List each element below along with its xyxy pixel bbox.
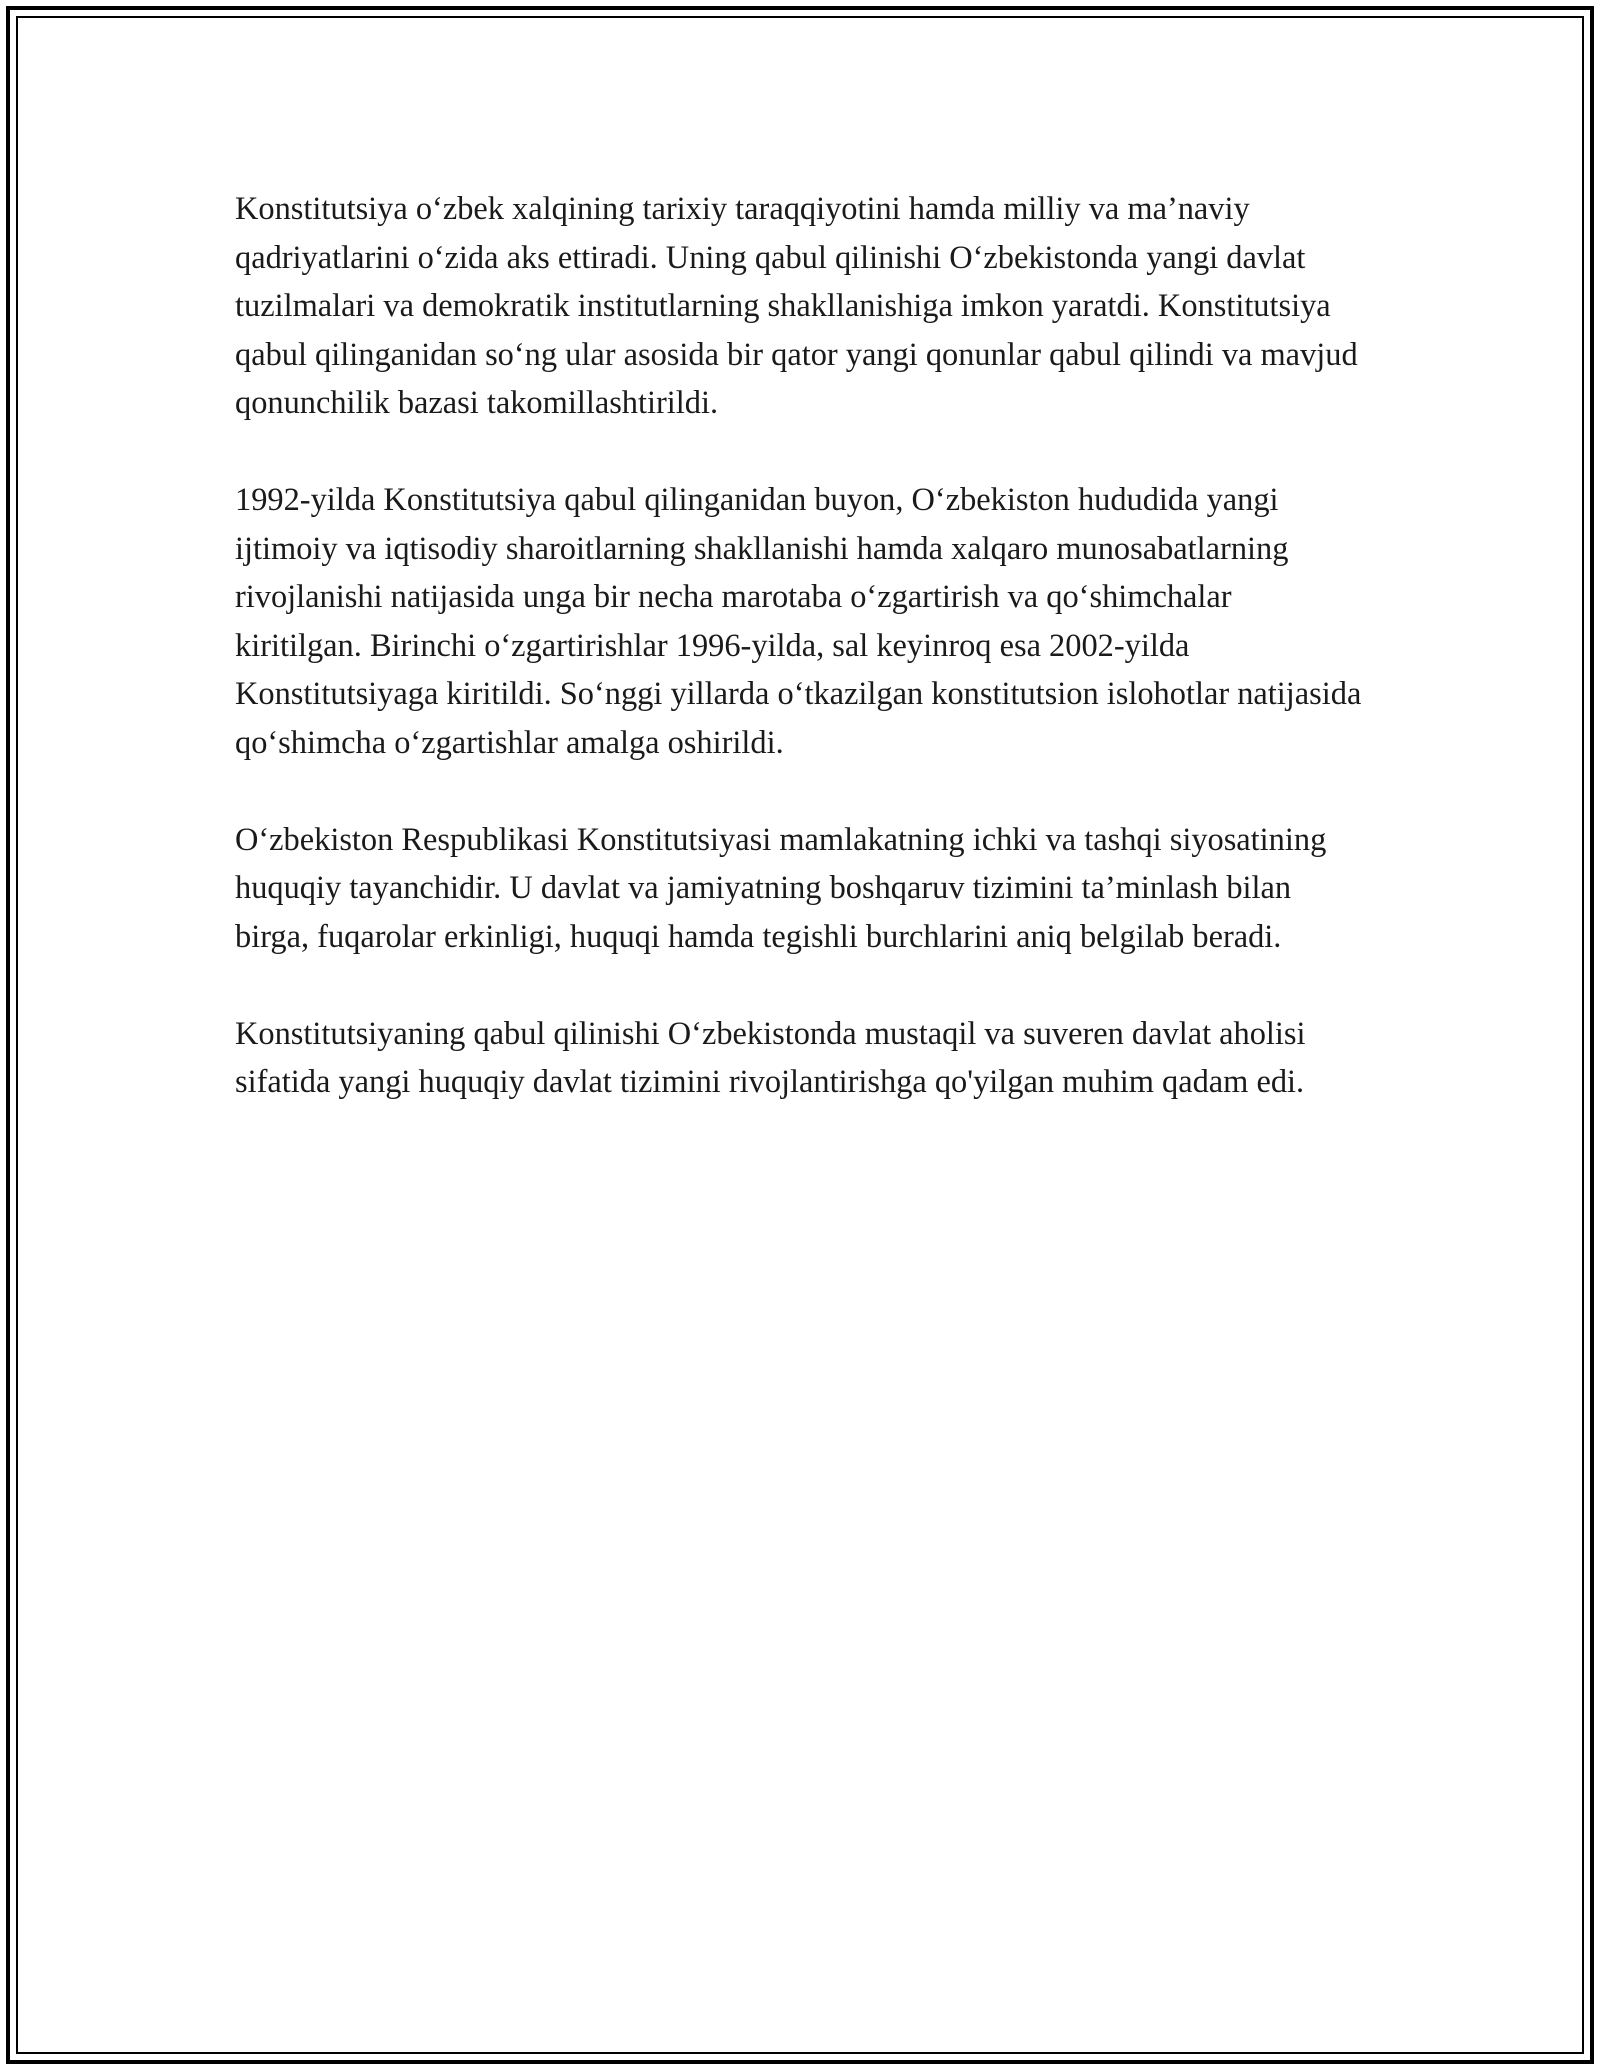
paragraph-3: O‘zbekiston Respublikasi Konstitutsiyasi mamlakatning ichki va tashqi siyosatining huquqiy tayanchidir. U davlat va jamiyatning boshqaruv tizimini ta’minlash bilan birga, fuqarolar erkinligi, huquqi hamda tegishli burchlarini aniq belgilab beradi. — [235, 821, 1327, 955]
paragraph-2: 1992-yilda Konstitutsiya qabul qilinganidan buyon, O‘zbekiston hududida yangi ijtimoiy va iqtisodiy sharoitlarning shakllanishi hamda xalqaro munosabatlarning rivojlanishi natijasida unga bir necha marotaba o‘zgartirish va qo‘shimchalar kiritilgan. Birinchi o‘zgartirishlar 1996-yilda, sal keyinroq esa 2002-yilda Konstitutsiyaga kiritildi. So‘nggi yillarda o‘tkazilgan konstitutsion islohotlar natijasida qo‘shimcha o‘zgartishlar amalga oshirildi. — [235, 482, 1362, 761]
paragraph-1: Konstitutsiya o‘zbek xalqining tarixiy taraqqiyotini hamda milliy va ma’naviy qadriyatlarini o‘zida aks ettiradi. Uning qabul qilinishi O‘zbekistonda yangi davlat tuzilmalari va demokratik institutlarning shakllanishiga imkon yaratdi. Konstitutsiya qabul qilinganidan so‘ng ular asosida bir qator yangi qonunlar qabul qilindi va mavjud qonunchilik bazasi takomillashtirildi. — [235, 191, 1358, 421]
document-body — [235, 185, 1365, 1107]
paragraph-4: Konstitutsiyaning qabul qilinishi O‘zbekistonda mustaqil va suveren davlat aholisi sifatida yangi huquqiy davlat tizimini rivojlantirishga qo'yilgan muhim qadam edi. — [235, 1015, 1306, 1100]
